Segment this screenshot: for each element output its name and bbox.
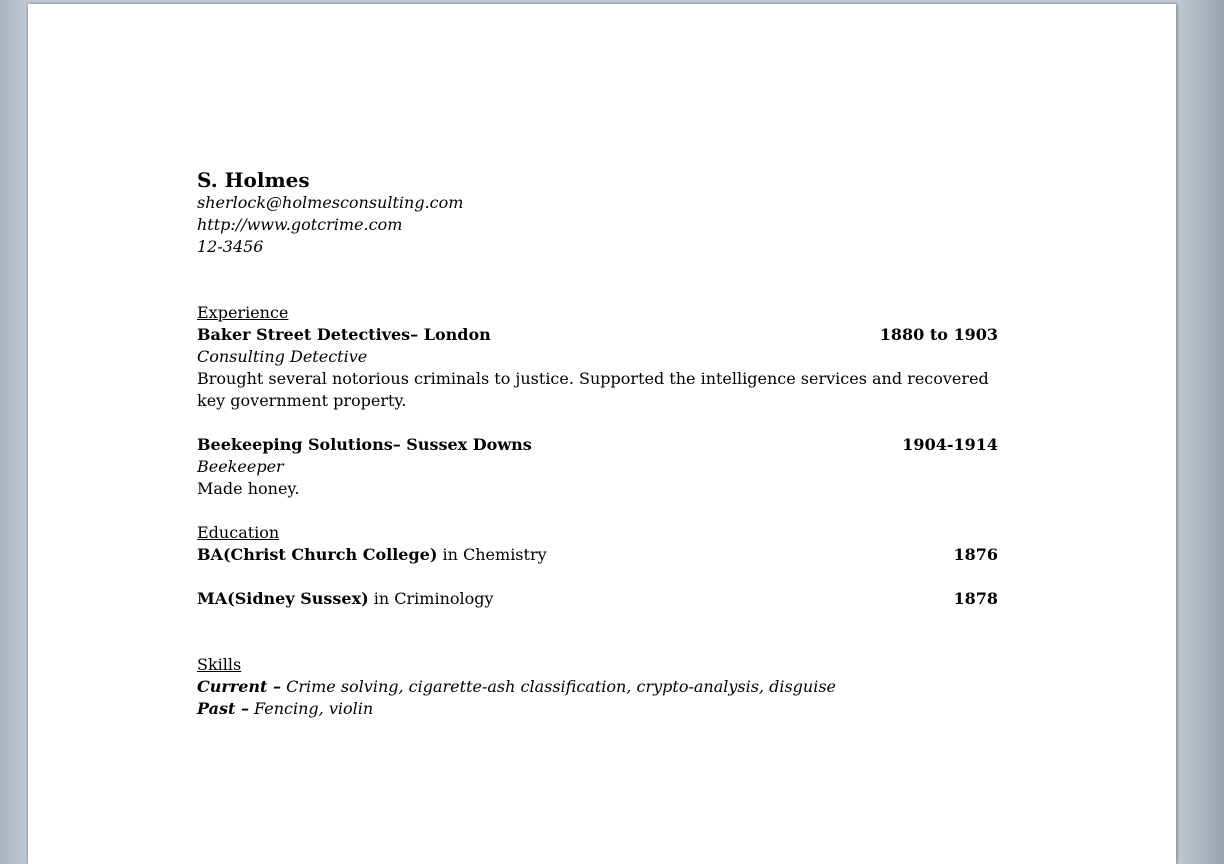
experience-heading: Experience xyxy=(197,303,289,322)
email-text: sherlock@holmesconsulting.com xyxy=(197,193,464,212)
skills-current-label: Current – xyxy=(197,677,281,696)
job-description: Made honey. xyxy=(197,479,300,498)
education-heading: Education xyxy=(197,523,280,542)
education-year: 1876 xyxy=(953,545,998,564)
education-entry xyxy=(197,588,494,610)
skills-current-text: Crime solving, cigarette-ash classification, crypto-analysis, disguise xyxy=(281,677,837,696)
skills-past-text: Fencing, violin xyxy=(248,699,374,718)
job-description: Brought several notorious criminals to justice. Supported the intelligence services and recovered key government property. xyxy=(197,369,989,410)
spacer xyxy=(197,258,998,302)
education-degree: MA(Sidney Sussex) xyxy=(197,589,369,608)
skills-past-label: Past – xyxy=(197,699,249,718)
skills-current xyxy=(197,676,998,698)
job-row xyxy=(197,324,998,346)
education-entry xyxy=(197,544,547,566)
skills-past xyxy=(197,698,998,720)
spacer xyxy=(197,500,998,522)
education-field: in Chemistry xyxy=(437,545,547,564)
job-dates: 1904-1914 xyxy=(902,435,998,454)
spacer xyxy=(197,412,998,434)
resume-name: S. Holmes xyxy=(197,168,310,192)
resume-body xyxy=(197,168,998,720)
job-row xyxy=(197,434,998,456)
education-year: 1878 xyxy=(953,589,998,608)
phone-text: 12-3456 xyxy=(197,237,264,256)
website-text: http://www.gotcrime.com xyxy=(197,215,403,234)
education-row xyxy=(197,544,998,566)
skills-heading: Skills xyxy=(197,655,242,674)
education-degree: BA(Christ Church College) xyxy=(197,545,438,564)
education-row xyxy=(197,588,998,610)
job-title: Consulting Detective xyxy=(197,347,368,366)
job-employer: Baker Street Detectives– London xyxy=(197,325,491,344)
spacer xyxy=(197,566,998,588)
job-dates: 1880 to 1903 xyxy=(879,325,998,344)
spacer xyxy=(197,610,998,654)
job-employer: Beekeeping Solutions– Sussex Downs xyxy=(197,435,532,454)
education-field: in Criminology xyxy=(368,589,494,608)
job-title: Beekeeper xyxy=(197,457,284,476)
document-page xyxy=(28,4,1176,864)
